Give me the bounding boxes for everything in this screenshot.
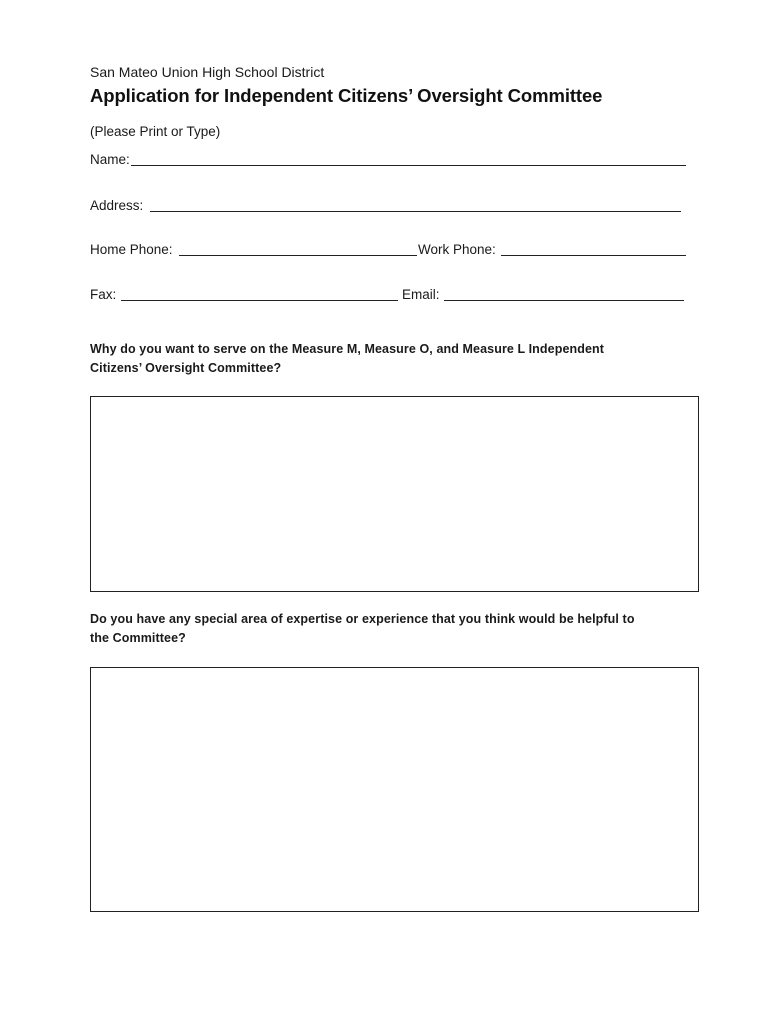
work-phone-label: Work Phone:	[418, 242, 496, 257]
question-why-serve	[90, 340, 700, 378]
question-expertise-line-2: the Committee?	[90, 631, 186, 645]
email-field[interactable]	[444, 300, 684, 301]
home-phone-field[interactable]	[179, 255, 417, 256]
address-label: Address:	[90, 198, 144, 213]
question-why-serve-line-1: Why do you want to serve on the Measure M, Measure O, and Measure L Independent	[90, 342, 605, 356]
email-label: Email:	[402, 287, 440, 302]
expertise-answer-box[interactable]	[90, 667, 699, 912]
fax-label: Fax:	[90, 287, 117, 302]
question-why-serve-line-2: Citizens’ Oversight Committee?	[90, 361, 282, 375]
home-phone-label: Home Phone:	[90, 242, 173, 257]
question-expertise	[90, 610, 700, 648]
address-field[interactable]	[150, 211, 681, 212]
fax-field[interactable]	[121, 300, 398, 301]
work-phone-field[interactable]	[501, 255, 686, 256]
district-name: San Mateo Union High School District	[90, 64, 325, 80]
name-label: Name:	[90, 152, 130, 167]
name-field[interactable]	[131, 165, 686, 166]
print-instruction: (Please Print or Type)	[90, 124, 221, 139]
why-serve-answer-box[interactable]	[90, 396, 699, 592]
question-expertise-line-1: Do you have any special area of expertise or experience that you think would be helpful to	[90, 612, 635, 626]
form-title: Application for Independent Citizens’ Oversight Committee	[90, 85, 603, 106]
